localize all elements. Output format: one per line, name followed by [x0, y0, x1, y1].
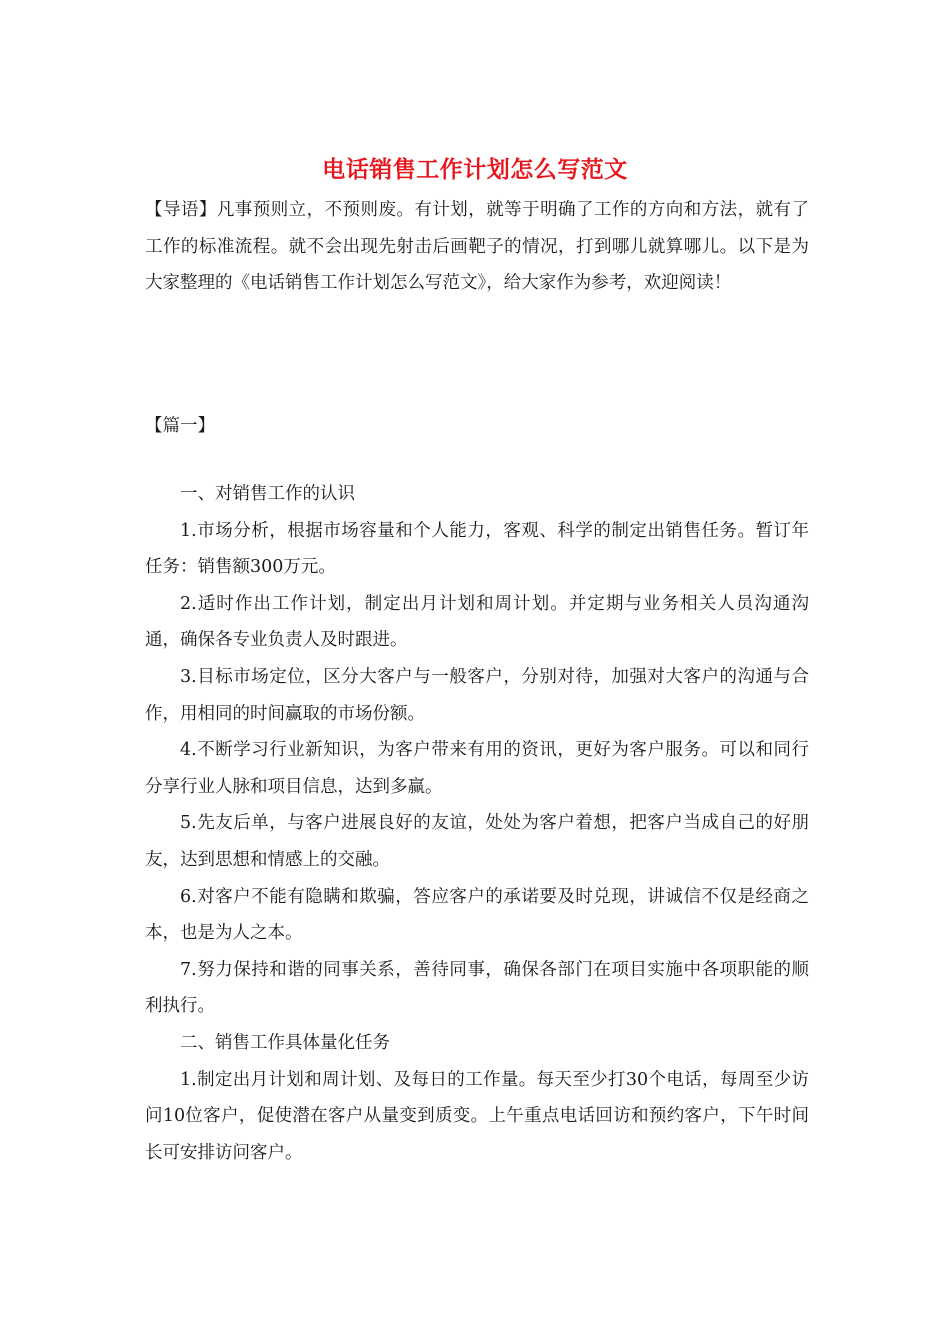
paragraph-item: 7.努力保持和谐的同事关系，善待同事，确保各部门在项目实施中各项职能的顺利执行。	[145, 959, 809, 1017]
paragraph-item: 2.适时作出工作计划，制定出月计划和周计划。并定期与业务相关人员沟通沟通，确保各专业负责人及时跟进。	[145, 593, 809, 651]
heading-quantified-tasks: 二、销售工作具体量化任务	[180, 1032, 390, 1053]
paragraph-item: 4.不断学习行业新知识，为客户带来有用的资讯，更好为客户服务。可以和同行分享行业人脉和项目信息，达到多赢。	[145, 740, 809, 797]
section-label: 【篇一】	[145, 416, 215, 436]
document-title: 电话销售工作计划怎么写范文	[322, 156, 628, 183]
paragraph-item: 1.制定出月计划和周计划、及每日的工作量。每天至少打30个电话，每周至少访问10位客户，促使潜在客户从量变到质变。上午重点电话回访和预约客户，下午时间长可安排访问客户。	[145, 1069, 809, 1163]
heading-understanding: 一、对销售工作的认识	[180, 484, 355, 504]
paragraph-item: 5.先友后单，与客户进展良好的友谊，处处为客户着想，把客户当成自己的好朋友，达到思想和情感上的交融。	[145, 813, 809, 870]
paragraph-item: 3.目标市场定位，区分大客户与一般客户，分别对待，加强对大客户的沟通与合作，用相同的时间赢取的市场份额。	[145, 666, 809, 724]
paragraph-item: 1.市场分析，根据市场容量和个人能力，客观、科学的制定出销售任务。暂订年任务：销售额300万元。	[145, 520, 809, 578]
paragraph-item: 6.对客户不能有隐瞒和欺骗，答应客户的承诺要及时兑现，讲诚信不仅是经商之本，也是为人之本。	[145, 886, 809, 944]
intro-paragraph: 【导语】凡事预则立，不预则废。有计划，就等于明确了工作的方向和方法，就有了工作的标准流程。就不会出现先射击后画靶子的情况，打到哪儿就算哪儿。以下是为大家整理的《电话销售工作计划怎么写范文》，给大家作为参考，欢迎阅读！	[145, 200, 809, 294]
body-text	[145, 476, 809, 1171]
